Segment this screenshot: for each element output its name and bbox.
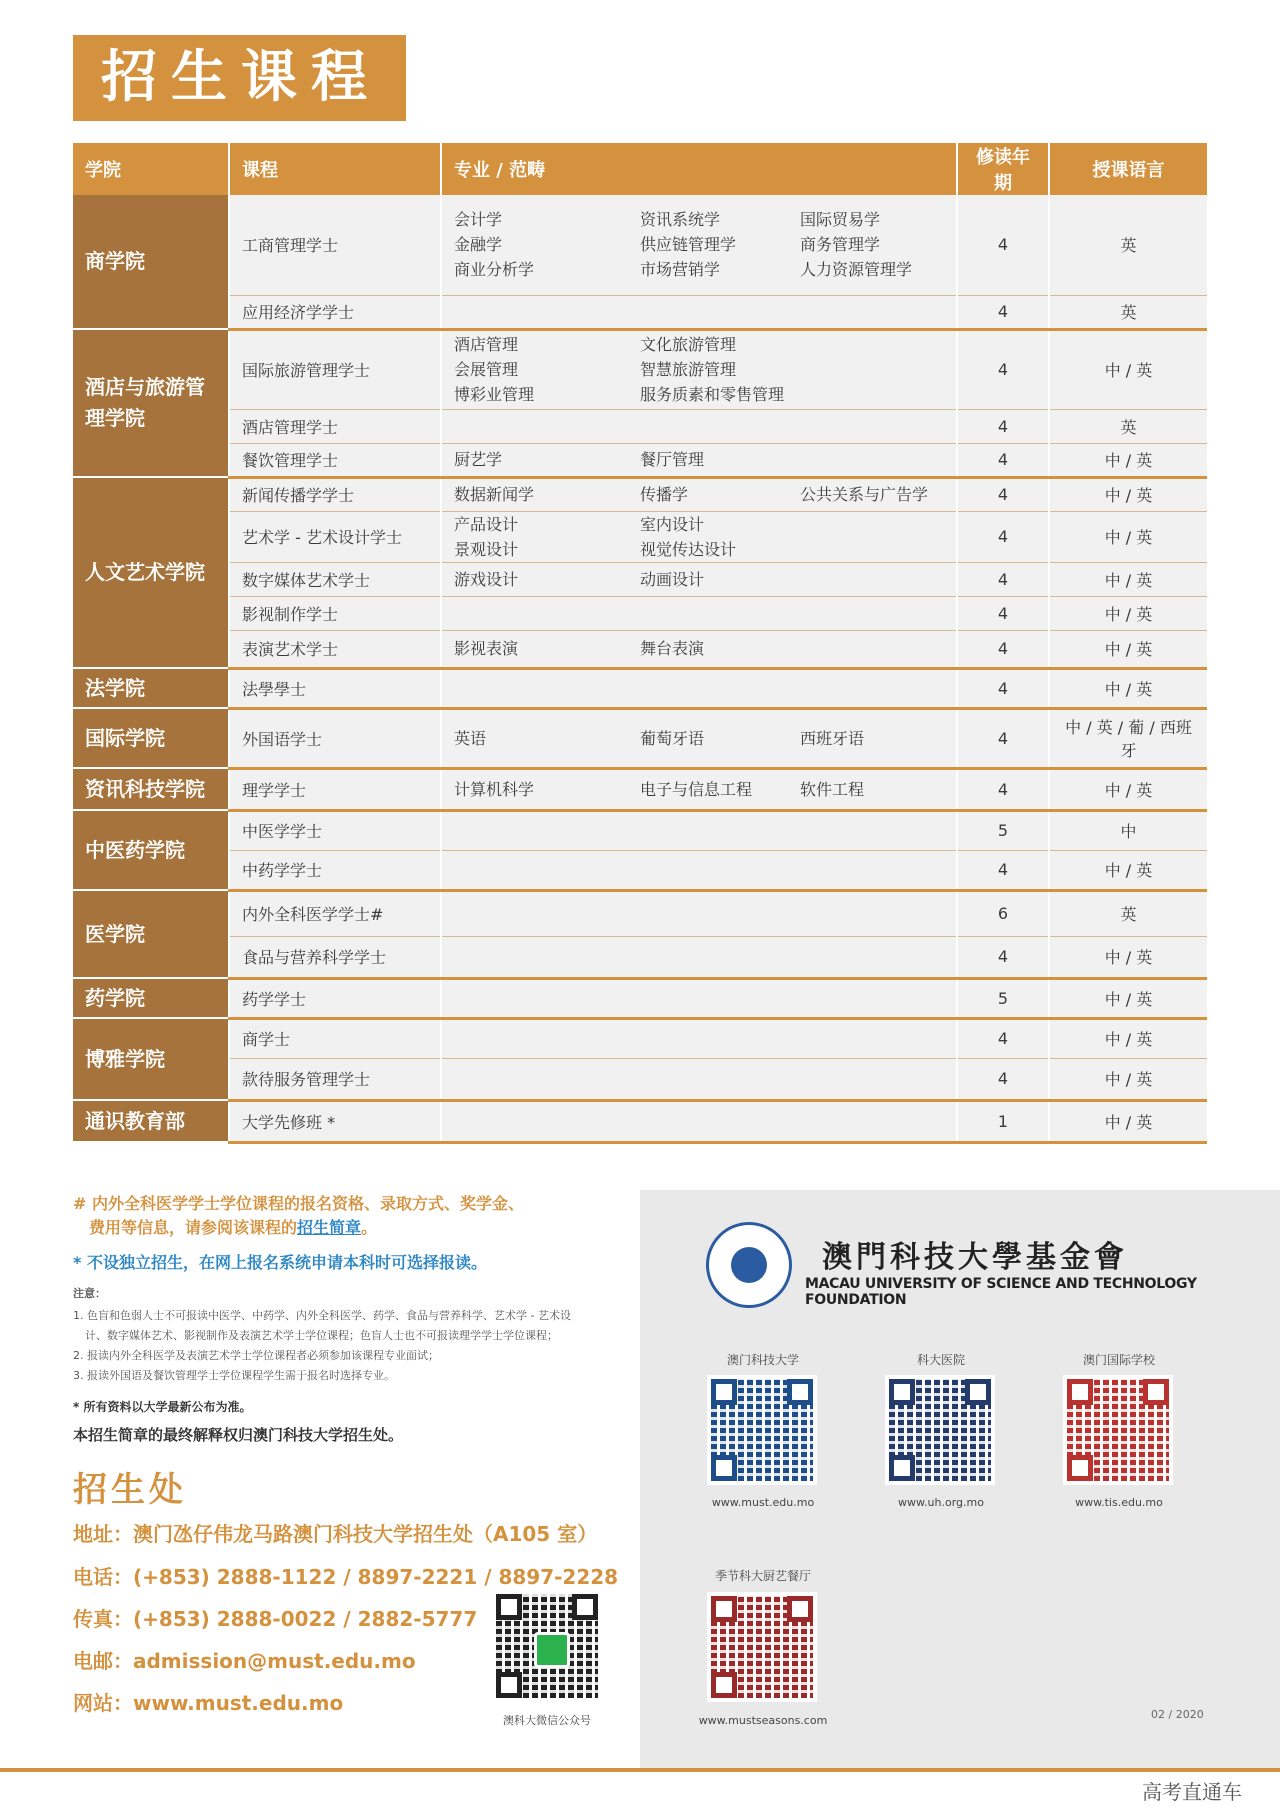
major-item [800, 382, 944, 407]
hash-note [73, 1192, 524, 1240]
major-cell [441, 768, 957, 810]
table-row [73, 511, 1207, 562]
years-cell: 6 [957, 890, 1049, 936]
table-row [73, 850, 1207, 890]
header-years: 修读年期 [957, 143, 1049, 195]
qr-code-seasons[interactable] [707, 1592, 817, 1702]
qr-url-hospital[interactable]: www.uh.org.mo [898, 1496, 984, 1509]
major-item: 供应链管理学 [640, 235, 737, 255]
language-cell: 中 / 英 [1049, 596, 1207, 630]
years-cell: 1 [957, 1100, 1049, 1142]
qr-code-hospital[interactable] [885, 1375, 995, 1485]
major-list [454, 482, 944, 507]
table-row [73, 443, 1207, 477]
qr-label-hospital: 科大医院 [916, 1353, 965, 1367]
major-item: 商务管理学 [800, 235, 881, 255]
major-item: 产品设计 [454, 514, 519, 534]
language-cell: 中 / 英 [1049, 511, 1207, 562]
language-cell: 英 [1049, 890, 1207, 936]
qr-code-must[interactable] [707, 1375, 817, 1485]
college-cell: 商学院 [73, 195, 229, 329]
major-item: 商业分析学 [454, 260, 535, 280]
table-row [73, 596, 1207, 630]
program-cell: 理学学士 [229, 768, 441, 810]
header-major: 专业 / 范畴 [441, 143, 957, 195]
major-item: 英语 [454, 728, 487, 748]
years-cell: 4 [957, 768, 1049, 810]
language-cell: 中 / 英 / 葡 / 西班牙 [1049, 708, 1207, 768]
table-row [73, 936, 1207, 978]
major-item: 文化旅游管理 [640, 335, 737, 354]
table-row [73, 1100, 1207, 1142]
major-cell [441, 596, 957, 630]
final-right-note: 本招生简章的最终解释权归澳门科技大学招生处。 [73, 1426, 404, 1444]
program-cell: 食品与营养科学学士 [229, 936, 441, 978]
program-cell: 艺术学 - 艺术设计学士 [229, 511, 441, 562]
table-row [73, 630, 1207, 668]
major-item: 景观设计 [454, 539, 519, 559]
programs-table [73, 143, 1207, 1144]
major-item: 服务质素和零售管理 [640, 385, 785, 404]
major-item: 人力资源管理学 [800, 260, 913, 280]
language-cell: 中 [1049, 810, 1207, 850]
program-cell: 酒店管理学士 [229, 409, 441, 443]
header-college: 学院 [73, 143, 229, 195]
years-cell: 4 [957, 596, 1049, 630]
language-cell: 英 [1049, 409, 1207, 443]
major-list [454, 332, 944, 407]
foundation-logo-icon [706, 1222, 792, 1308]
major-cell [441, 511, 957, 562]
program-cell: 工商管理学士 [229, 195, 441, 295]
major-cell [441, 936, 957, 978]
language-cell: 中 / 英 [1049, 768, 1207, 810]
program-cell: 表演艺术学士 [229, 630, 441, 668]
years-cell: 4 [957, 708, 1049, 768]
major-item: 博彩业管理 [454, 385, 535, 404]
years-cell: 4 [957, 562, 1049, 596]
major-cell [441, 630, 957, 668]
header-language: 授课语言 [1049, 143, 1207, 195]
office-address: 地址：澳门氹仔伟龙马路澳门科技大学招生处（A105 室） [73, 1522, 598, 1546]
major-item: 资讯系统学 [640, 210, 721, 230]
wechat-icon [534, 1632, 570, 1668]
wechat-qr-code[interactable] [492, 1590, 602, 1702]
program-cell: 药学学士 [229, 978, 441, 1018]
major-item: 葡萄牙语 [640, 728, 705, 748]
program-cell: 数字媒体艺术学士 [229, 562, 441, 596]
program-cell: 影视制作学士 [229, 596, 441, 630]
table-row [73, 768, 1207, 810]
major-cell [441, 1100, 957, 1142]
years-cell: 5 [957, 810, 1049, 850]
notice-item-2: 2. 报读内外全科医学及表演艺术学士学位课程者必须参加该课程专业面试； [73, 1349, 439, 1362]
language-cell: 中 / 英 [1049, 562, 1207, 596]
major-list [454, 726, 944, 751]
table-row [73, 890, 1207, 936]
language-cell: 中 / 英 [1049, 630, 1207, 668]
bottom-rule [0, 1768, 1280, 1772]
table-row [73, 668, 1207, 708]
table-row [73, 329, 1207, 409]
years-cell: 4 [957, 329, 1049, 409]
major-list [454, 207, 944, 282]
table-row [73, 1018, 1207, 1058]
major-item: 数据新闻学 [454, 485, 535, 504]
years-cell: 5 [957, 978, 1049, 1018]
major-cell [441, 978, 957, 1018]
major-cell [441, 1058, 957, 1100]
qr-url-must[interactable]: www.must.edu.mo [711, 1496, 815, 1509]
watermark: 高考直通车 [1142, 1780, 1242, 1804]
years-cell: 4 [957, 850, 1049, 890]
star-note: * 不设独立招生，在网上报名系统申请本科时可选择报读。 [73, 1253, 487, 1272]
language-cell: 中 / 英 [1049, 978, 1207, 1018]
major-cell [441, 1018, 957, 1058]
major-list [454, 512, 944, 562]
major-list [454, 636, 944, 661]
program-cell: 新闻传播学学士 [229, 477, 441, 511]
language-cell: 中 / 英 [1049, 1100, 1207, 1142]
major-list [454, 567, 944, 592]
hash-note-line1: # 内外全科医学学士学位课程的报名资格、录取方式、奖学金、 [73, 1194, 524, 1213]
years-cell: 4 [957, 936, 1049, 978]
major-item [800, 357, 944, 382]
table-row [73, 1058, 1207, 1100]
qr-url-seasons[interactable]: www.mustseasons.com [698, 1714, 828, 1727]
qr-label-must: 澳门科技大学 [726, 1353, 799, 1367]
college-cell: 人文艺术学院 [73, 477, 229, 668]
college-cell: 通识教育部 [73, 1100, 229, 1142]
qr-code-tis[interactable] [1063, 1375, 1173, 1485]
major-item: 室内设计 [640, 514, 705, 534]
college-cell: 中医药学院 [73, 810, 229, 890]
years-cell: 4 [957, 295, 1049, 329]
language-cell: 中 / 英 [1049, 443, 1207, 477]
qr-label-seasons: 季节科大厨艺餐厅 [714, 1569, 811, 1583]
years-cell: 4 [957, 1018, 1049, 1058]
admission-guide-link[interactable]: 招生简章 [297, 1218, 362, 1237]
hash-note-end: 。 [361, 1218, 378, 1237]
college-cell: 博雅学院 [73, 1018, 229, 1100]
major-item: 厨艺学 [454, 450, 503, 469]
notice-title: 注意： [73, 1287, 106, 1300]
program-cell: 中医学学士 [229, 810, 441, 850]
major-cell [441, 409, 957, 443]
major-item: 餐厅管理 [640, 450, 705, 469]
major-cell [441, 850, 957, 890]
college-cell: 资讯科技学院 [73, 768, 229, 810]
years-cell: 4 [957, 195, 1049, 295]
years-cell: 4 [957, 668, 1049, 708]
major-item: 软件工程 [800, 779, 865, 799]
major-cell [441, 668, 957, 708]
major-cell [441, 890, 957, 936]
hash-note-line2 [73, 1216, 524, 1240]
office-fax: 传真：(+853) 2888-0022 / 2882-5777 [73, 1607, 478, 1631]
years-cell: 4 [957, 477, 1049, 511]
major-item: 会计学 [454, 210, 503, 230]
years-cell: 4 [957, 630, 1049, 668]
major-cell [441, 708, 957, 768]
major-item: 影视表演 [454, 639, 519, 658]
office-website[interactable]: 网站：www.must.edu.mo [73, 1691, 344, 1715]
major-list [454, 777, 944, 802]
major-cell [441, 562, 957, 596]
college-cell: 药学院 [73, 978, 229, 1018]
major-item: 酒店管理 [454, 335, 519, 354]
language-cell: 中 / 英 [1049, 1058, 1207, 1100]
language-cell: 中 / 英 [1049, 477, 1207, 511]
program-cell: 内外全科医学学士# [229, 890, 441, 936]
date-code: 02 / 2020 [1151, 1708, 1204, 1721]
table-row [73, 810, 1207, 850]
table-row [73, 195, 1207, 295]
table-row [73, 477, 1207, 511]
page-title: 招生课程 [73, 35, 406, 121]
major-cell [441, 443, 957, 477]
major-cell [441, 810, 957, 850]
hash-note-text: 费用等信息，请参阅该课程的 [89, 1218, 298, 1237]
years-cell: 4 [957, 409, 1049, 443]
college-cell: 法学院 [73, 668, 229, 708]
major-item [800, 332, 944, 357]
program-cell: 大学先修班 * [229, 1100, 441, 1142]
table-row [73, 978, 1207, 1018]
major-item [800, 537, 944, 562]
major-list [454, 447, 944, 472]
program-cell: 国际旅游管理学士 [229, 329, 441, 409]
major-item: 游戏设计 [454, 569, 519, 589]
language-cell: 中 / 英 [1049, 668, 1207, 708]
major-item: 智慧旅游管理 [640, 360, 737, 379]
major-cell [441, 195, 957, 295]
program-cell: 法學學士 [229, 668, 441, 708]
program-cell: 外国语学士 [229, 708, 441, 768]
notice-item-1b: 计、数字媒体艺术、影视制作及表演艺术学士学位课程；色盲人士也不可报读理学学士学位课程； [85, 1329, 558, 1342]
table-header-row [73, 143, 1207, 195]
major-item: 舞台表演 [640, 639, 705, 658]
major-item: 会展管理 [454, 360, 519, 379]
major-item: 市场营销学 [640, 260, 721, 280]
major-item [800, 512, 944, 537]
college-cell: 酒店与旅游管理学院 [73, 329, 229, 477]
foundation-name-en: MACAU UNIVERSITY OF SCIENCE AND TECHNOLOGY FOUNDATION [805, 1276, 1197, 1308]
major-item: 视觉传达设计 [640, 539, 737, 559]
table-row [73, 562, 1207, 596]
wechat-qr-label: 澳科大微信公众号 [503, 1714, 591, 1727]
years-cell: 4 [957, 443, 1049, 477]
header-program: 课程 [229, 143, 441, 195]
table-row [73, 295, 1207, 329]
office-email[interactable]: 电邮：admission@must.edu.mo [73, 1649, 416, 1673]
program-cell: 应用经济学学士 [229, 295, 441, 329]
major-cell [441, 295, 957, 329]
college-cell: 国际学院 [73, 708, 229, 768]
qr-url-tis[interactable]: www.tis.edu.mo [1075, 1496, 1163, 1509]
all-info-note: * 所有资料以大学最新公布为准。 [73, 1400, 252, 1414]
major-item: 动画设计 [640, 569, 705, 589]
major-item: 传播学 [640, 485, 689, 504]
office-phone: 电话：(+853) 2888-1122 / 8897-2221 / 8897-2228 [73, 1565, 619, 1589]
language-cell: 中 / 英 [1049, 1018, 1207, 1058]
language-cell: 中 / 英 [1049, 850, 1207, 890]
major-item: 西班牙语 [800, 728, 865, 748]
program-cell: 中药学学士 [229, 850, 441, 890]
program-cell: 商学士 [229, 1018, 441, 1058]
program-cell: 款待服务管理学士 [229, 1058, 441, 1100]
major-item: 电子与信息工程 [640, 779, 753, 799]
notice-item-3: 3. 报读外国语及餐饮管理学士学位课程学生需于报名时选择专业。 [73, 1369, 395, 1382]
language-cell: 英 [1049, 195, 1207, 295]
programs-table-body [73, 195, 1207, 1142]
years-cell: 4 [957, 1058, 1049, 1100]
major-cell [441, 477, 957, 511]
notice-item-1a: 1. 色盲和色弱人士不可报读中医学、中药学、内外全科医学、药学、食品与营养科学、艺术学 - 艺术设 [73, 1309, 571, 1322]
major-item: 金融学 [454, 235, 503, 255]
major-cell [441, 329, 957, 409]
years-cell: 4 [957, 511, 1049, 562]
major-item: 国际贸易学 [800, 210, 881, 230]
program-cell: 餐饮管理学士 [229, 443, 441, 477]
major-item: 公共关系与广告学 [800, 485, 929, 504]
language-cell: 中 / 英 [1049, 329, 1207, 409]
college-cell: 医学院 [73, 890, 229, 978]
office-title: 招生处 [73, 1470, 187, 1510]
table-row [73, 708, 1207, 768]
major-item: 计算机科学 [454, 779, 535, 799]
language-cell: 中 / 英 [1049, 936, 1207, 978]
foundation-name-cn: 澳門科技大學基金會 [822, 1240, 1128, 1275]
qr-label-tis: 澳门国际学校 [1082, 1353, 1155, 1367]
table-row [73, 409, 1207, 443]
language-cell: 英 [1049, 295, 1207, 329]
